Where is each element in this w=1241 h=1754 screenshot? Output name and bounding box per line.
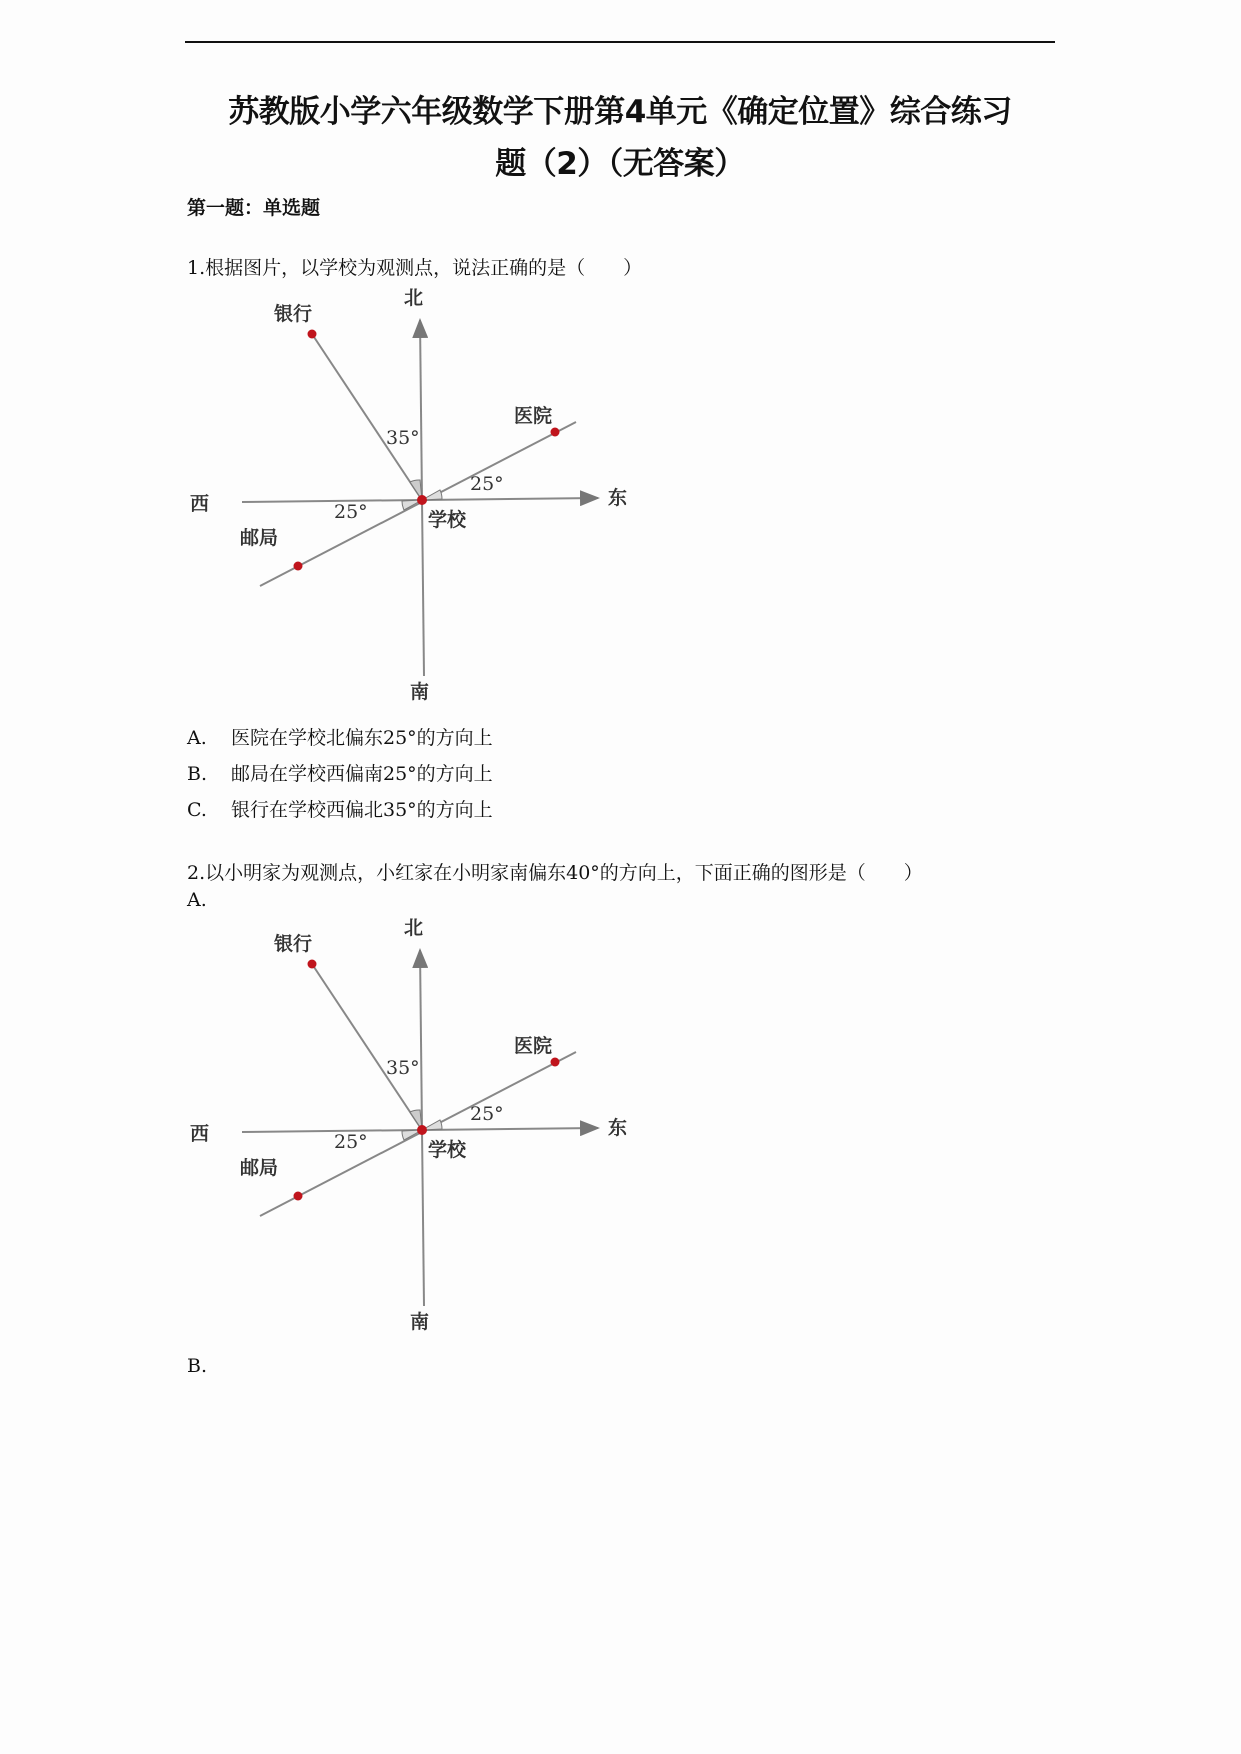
option-b[interactable] xyxy=(187,759,493,786)
label-post-office: 邮局 xyxy=(240,527,279,549)
label-hospital: 医院 xyxy=(514,405,553,427)
angle-post-office: 25° xyxy=(334,501,368,523)
label-bank: 银行 xyxy=(274,933,313,955)
label-school: 学校 xyxy=(428,509,467,531)
label-east: 东 xyxy=(608,487,628,509)
q2-option-b-label[interactable]: B. xyxy=(187,1355,208,1377)
angle-hospital: 25° xyxy=(470,473,504,495)
label-west: 西 xyxy=(190,1123,210,1145)
angle-bank: 35° xyxy=(386,427,420,449)
label-east: 东 xyxy=(608,1117,628,1139)
question-2-text: 2.以小明家为观测点，小红家在小明家南偏东40°的方向上，下面正确的图形是（ ） xyxy=(187,862,923,884)
angle-bank: 35° xyxy=(386,1057,420,1079)
question-1-text: 1.根据图片，以学校为观测点，说法正确的是（ ） xyxy=(187,257,643,279)
label-post-office: 邮局 xyxy=(240,1157,279,1179)
label-south: 南 xyxy=(410,681,430,702)
option-a[interactable] xyxy=(187,723,493,750)
angle-post-office: 25° xyxy=(334,1131,368,1153)
label-bank: 银行 xyxy=(274,303,313,325)
option-c[interactable] xyxy=(187,795,493,822)
option-a-text: 医院在学校北偏东25°的方向上 xyxy=(231,727,493,749)
option-b-label: B. xyxy=(187,763,208,785)
header-rule xyxy=(185,41,1055,43)
question-1-figure xyxy=(180,282,640,702)
label-north: 北 xyxy=(404,287,424,309)
question-2-option-a-figure xyxy=(180,912,640,1332)
option-a-label: A. xyxy=(187,727,207,749)
document-title-line2: 题（2）（无答案） xyxy=(495,146,745,182)
option-c-text: 银行在学校西偏北35°的方向上 xyxy=(231,799,493,821)
label-south: 南 xyxy=(410,1311,430,1332)
option-b-text: 邮局在学校西偏南25°的方向上 xyxy=(231,763,493,785)
label-north: 北 xyxy=(404,917,424,939)
q2-option-a-label[interactable]: A. xyxy=(187,889,207,911)
label-school: 学校 xyxy=(428,1139,467,1161)
label-west: 西 xyxy=(190,493,210,515)
document-title-line1: 苏教版小学六年级数学下册第4单元《确定位置》综合练习 xyxy=(228,94,1012,130)
option-c-label: C. xyxy=(187,799,207,821)
label-hospital: 医院 xyxy=(514,1035,553,1057)
section-heading: 第一题：单选题 xyxy=(187,197,321,219)
angle-hospital: 25° xyxy=(470,1103,504,1125)
